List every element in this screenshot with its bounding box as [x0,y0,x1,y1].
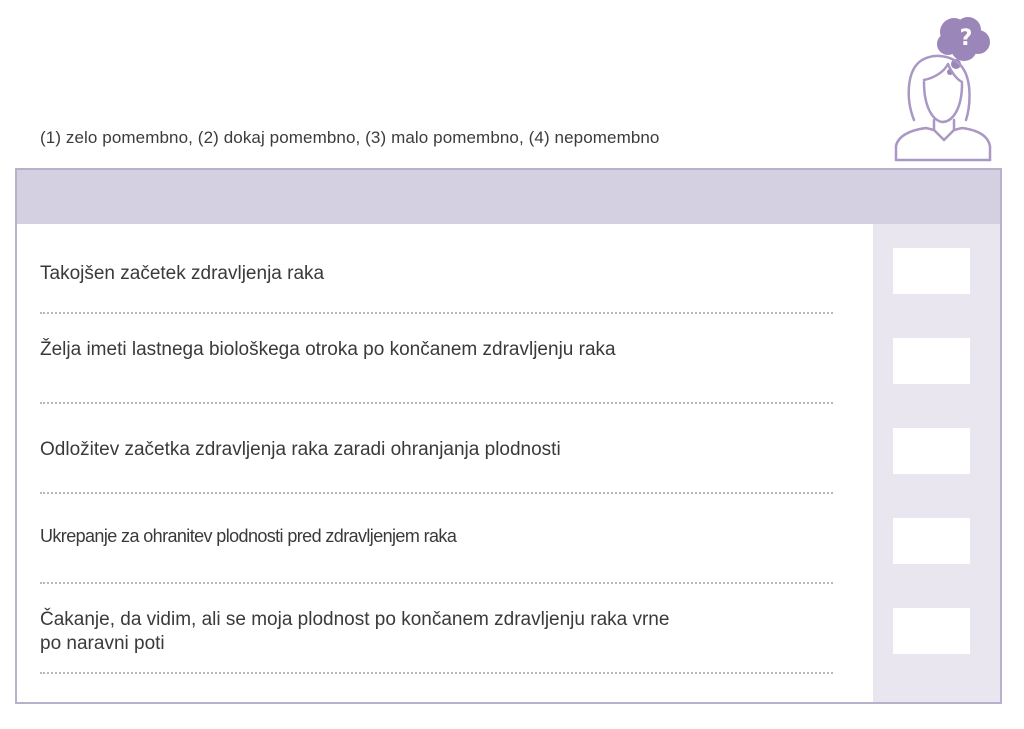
table-row [17,314,873,404]
answer-column [873,224,1000,702]
answer-box-5[interactable] [893,608,970,654]
svg-text:?: ? [959,26,973,51]
row-label: Odložitev začetka zdravljenja raka zaradi ohranjanja plodnosti [40,439,561,460]
table-row [17,404,873,494]
answer-box-3[interactable] [893,428,970,474]
answer-box-4[interactable] [893,518,970,564]
importance-legend: (1) zelo pomembno, (2) dokaj pomembno, (3) malo pomembno, (4) nepomembno [40,128,660,147]
row-label: Čakanje, da vidim, ali se moja plodnost po končanem zdravljenju raka vrne po naravni poti [40,609,670,654]
table-header [17,170,1000,224]
row-label: Ukrepanje za ohranitev plodnosti pred zdravljenjem raka [40,526,457,546]
table-row [17,224,873,314]
answer-box-1[interactable] [893,248,970,294]
row-label: Takojšen začetek zdravljenja raka [40,263,325,284]
answer-box-2[interactable] [893,338,970,384]
row-label: Želja imeti lastnega biološkega otroka po končanem zdravljenju raka [40,339,616,360]
table-row [17,494,873,584]
row-divider [40,672,833,674]
woman-thinking-question-icon [886,10,998,162]
question-table [15,168,1002,704]
table-row [17,584,873,674]
